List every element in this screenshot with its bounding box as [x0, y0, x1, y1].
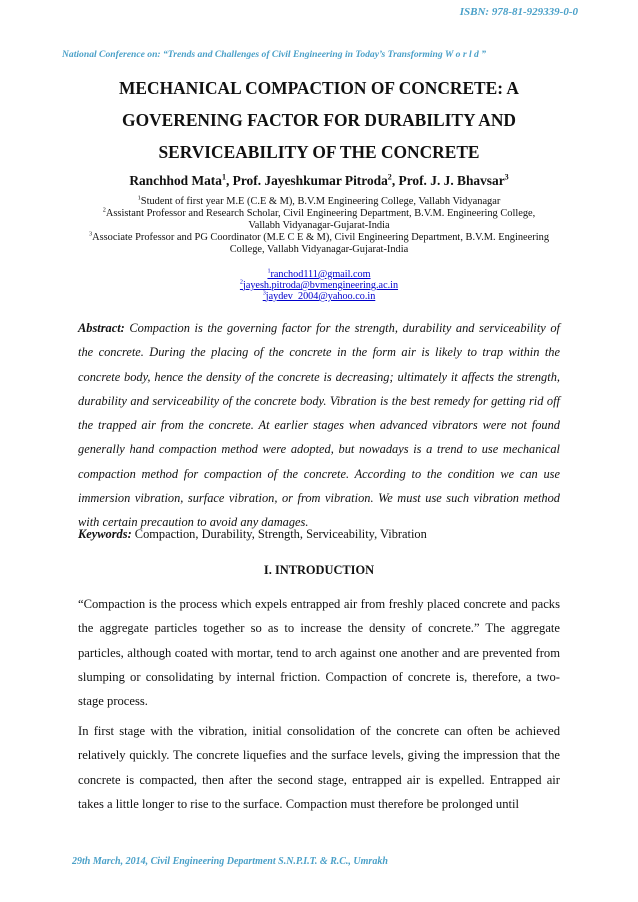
abstract: [78, 316, 560, 535]
email-sup: 3: [262, 290, 266, 297]
intro-paragraph-2: In first stage with the vibration, initial consolidation of the concrete can often be achieved relatively quickly. The concrete liquefies and the surface levels, giving the impression that the concrete is compacted, then after the second stage, entrapped air is expelled. Entrapped air takes a little longer to rise to the surface. Compaction must therefore be prolonged until: [78, 724, 560, 811]
keywords: [78, 525, 560, 543]
affiliation-text: Student of first year M.E (C.E & M), B.V.M Engineering College, Vallabh Vidyanagar: [140, 196, 501, 207]
footer-text: 29th March, 2014, Civil Engineering Department S.N.P.I.T. & R.C., Umrakh: [72, 856, 388, 867]
affiliation-2: [60, 208, 578, 220]
email-sup: 2: [239, 279, 243, 286]
affiliation-text: Associate Professor and PG Coordinator (M.E C E & M), Civil Engineering Department, B.V.M. Engineering: [92, 232, 550, 243]
author-name: Prof. Jayeshkumar Pitroda: [232, 173, 388, 188]
conference-header: National Conference on: “Trends and Challenges of Civil Engineering in Today’s Transforming W o r l d ”: [62, 49, 487, 60]
author-list: [60, 173, 578, 189]
email-text: jayesh.pitroda@bvmengineering.ac.in: [242, 280, 399, 291]
isbn-header: ISBN: 978-81-929339-0-0: [459, 6, 578, 18]
author-sup: 1: [221, 172, 226, 182]
affiliation-sup: 3: [88, 230, 93, 238]
affiliation-text: Assistant Professor and Research Scholar, Civil Engineering Department, B.V.M. Engineering College,: [105, 208, 536, 219]
affiliation-3: [60, 232, 578, 244]
email-sup: 1: [267, 268, 271, 275]
paper-title-line-1: MECHANICAL COMPACTION OF CONCRETE: A: [119, 78, 519, 98]
abstract-label: Abstract:: [78, 321, 125, 335]
paper-title-line-2: GOVERENING FACTOR FOR DURABILITY AND: [122, 110, 516, 130]
keywords-text: Compaction, Durability, Strength, Serviceability, Vibration: [131, 527, 427, 541]
author-name: Ranchhod Mata: [129, 173, 222, 188]
author-sep: ,: [225, 173, 233, 188]
email-text: ranchod111@gmail.com: [270, 269, 371, 280]
author-sup: 2: [387, 172, 392, 182]
affiliation-sup: 2: [102, 206, 106, 214]
keywords-label: Keywords:: [78, 527, 132, 541]
email-link-3[interactable]: [200, 291, 438, 303]
author-sep: ,: [391, 173, 399, 188]
abstract-text: Compaction is the governing factor for the strength, durability and serviceability of the concrete. During the placing of the concrete in the form air is likely to trap within the concrete body, hence the density of the concrete is decreasing; ultimately it affects the strength, durability and serviceability of the concrete body. Vibration is the best remedy for getting rid off the trapped air from the concrete. At earlier stages when advanced vibrators were not found generally hand compaction method were adopted, but nowadays is a trend to use mechanical compaction method for compaction of the concrete. According to the condition we can use immersion vibration, surface vibration, or from vibration. We must use such vibration method with certain precaution to avoid any damages.: [78, 321, 560, 530]
paper-title-line-3: SERVICEABILITY OF THE CONCRETE: [158, 142, 480, 162]
author-name: Prof. J. J. Bhavsar: [398, 173, 505, 188]
author-sup: 3: [504, 172, 509, 182]
affiliation-sup: 1: [137, 194, 141, 202]
affiliation-3-cont: College, Vallabh Vidyanagar-Gujarat-India: [229, 244, 409, 255]
intro-paragraph-1: “Compaction is the process which expels entrapped air from freshly placed concrete and packs the aggregate particles together so as to increase the density of concrete.” The aggregate particles, although coated with mortar, tend to arch against one another and are prevented from slumping or consolidating by internal friction. Compaction of concrete is, therefore, a two-stage process.: [78, 597, 560, 709]
section-heading: I. INTRODUCTION: [263, 563, 375, 577]
affiliation-1: [60, 196, 578, 208]
affiliation-2-cont: Vallabh Vidyanagar-Gujarat-India: [248, 220, 390, 231]
email-text: jaydev_2004@yahoo.co.in: [265, 291, 376, 302]
